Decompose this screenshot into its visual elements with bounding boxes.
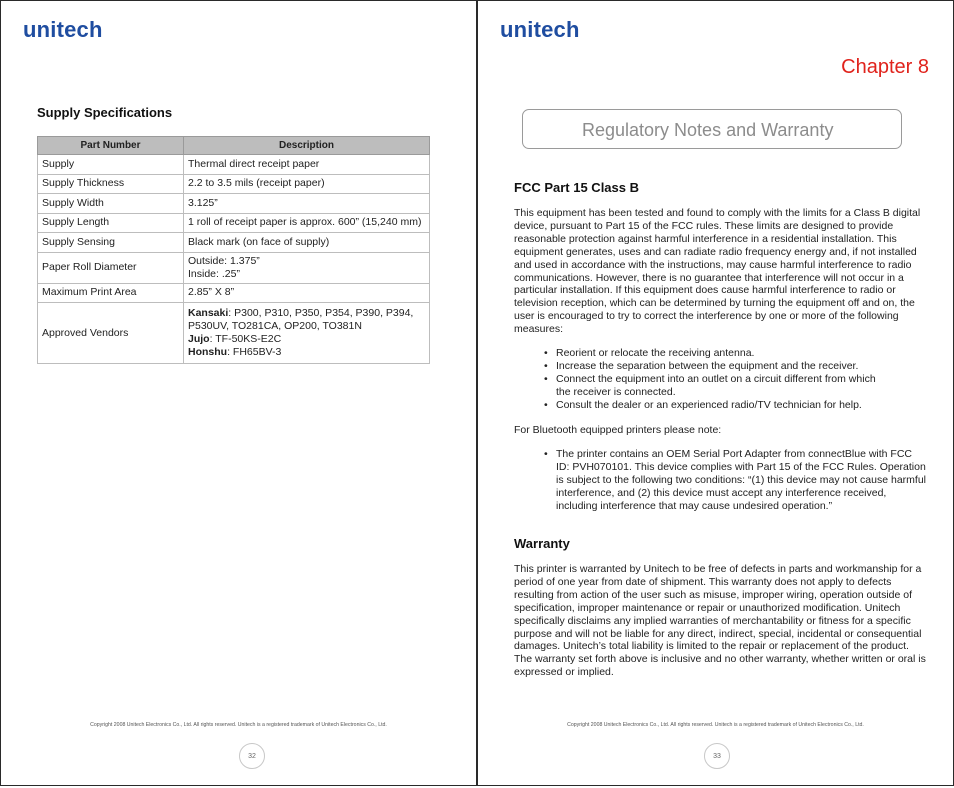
description-cell: Outside: 1.375” Inside: .25” (184, 252, 430, 283)
description-header: Description (184, 137, 430, 155)
table-row (38, 252, 430, 283)
list-item: • Increase the separation between the equipment and the receiver. (544, 360, 904, 373)
chapter-label: Chapter 8 (841, 56, 929, 78)
supply-specifications-table (37, 136, 430, 364)
honshu-text: : FH65BV-3 (227, 346, 282, 358)
copyright-footer: Copyright 2008 Unitech Electronics Co., Ltd. All rights reserved. Unitech is a registered trademark of Unitech Electronics Co., Ltd. (90, 722, 387, 728)
table-row (38, 194, 430, 214)
part-number-header: Part Number (38, 137, 184, 155)
page-number: 32 (239, 743, 265, 769)
warranty-heading: Warranty (514, 536, 570, 551)
table-row (38, 283, 430, 303)
description-cell: 3.125” (184, 194, 430, 214)
list-item: • Reorient or relocate the receiving antenna. (544, 347, 904, 360)
fcc-measures-list (544, 347, 904, 412)
unitech-logo: unitech (23, 17, 103, 42)
supply-specifications-heading: Supply Specifications (37, 105, 173, 120)
chapter-title: Regulatory Notes and Warranty (582, 120, 834, 140)
table-row (38, 174, 430, 194)
part-cell: Supply (38, 155, 184, 175)
table-row (38, 303, 430, 364)
kansaki-label: Kansaki (188, 307, 229, 319)
description-cell: 2.85” X 8” (184, 283, 430, 303)
description-cell: Black mark (on face of supply) (184, 233, 430, 253)
description-cell: Thermal direct receipt paper (184, 155, 430, 175)
table-row (38, 213, 430, 233)
table-row (38, 233, 430, 253)
bluetooth-note-list (544, 448, 928, 513)
honshu-label: Honshu (188, 346, 228, 358)
bluetooth-intro: For Bluetooth equipped printers please note: (514, 424, 722, 436)
list-item: • The printer contains an OEM Serial Port Adapter from connectBlue with FCC ID: PVH070101. This device complies with Part 15 of the FCC Rules. Operation is subject to the following two conditions: “(1) this device may not cause harmful interference, and (2) this device must accept any interference received, including interference that may cause undesired operation.” (544, 448, 928, 513)
jujo-label: Jujo (188, 333, 210, 345)
part-cell: Supply Thickness (38, 174, 184, 194)
table-row (38, 155, 430, 175)
chapter-title-box (522, 109, 902, 149)
fcc-paragraph: This equipment has been tested and found to comply with the limits for a Class B digital device, pursuant to Part 15 of the FCC rules. These limits are designed to provide reasonable protection against harmful interference in a residential installation. This equipment generates, uses and can radiate radio frequency energy and, if not installed and used in accordance with the instructions, may cause harmful interference to radio communications. However, there is no guarantee that interference will not occur in a particular installation. If this equipment does cause harmful interference to radio or television reception, which can be determined by turning the equipment off and on, the user is encouraged to try to correct the interference by one or more of the following measures: (514, 207, 921, 336)
kansaki-text: : P300, P310, P350, P354, P390, P394, P530UV, TO281CA, OP200, TO381N (188, 307, 414, 332)
description-cell: 2.2 to 3.5 mils (receipt paper) (184, 174, 430, 194)
left-page (0, 0, 477, 786)
description-cell: 1 roll of receipt paper is approx. 600” (15,240 mm) (184, 213, 430, 233)
part-cell: Supply Sensing (38, 233, 184, 253)
warranty-paragraph: This printer is warranted by Unitech to be free of defects in parts and workmanship for a period of one year from date of shipment. This warranty does not apply to defects resulting from action of the user such as misuse, improper wiring, operation outside of specification, improper maintenance or repair or unauthorized modification. Unitech specifically disclaims any implied warranties of merchantability or fitness for a specific purpose and will not be liable for any direct, indirect, special, incidental or consequential damages. Unitech’s total liability is limited to the repair or replacement of the product. The warranty set forth above is inclusive and no other warranty, whether written or oral is expressed or implied. (514, 563, 926, 679)
part-cell: Supply Length (38, 213, 184, 233)
jujo-text: : TF-50KS-E2C (209, 333, 282, 345)
part-cell: Paper Roll Diameter (38, 252, 184, 283)
list-item: • Connect the equipment into an outlet on a circuit different from which the receiver is connected. (544, 373, 904, 399)
part-cell: Maximum Print Area (38, 283, 184, 303)
part-cell: Approved Vendors (38, 303, 184, 364)
copyright-footer: Copyright 2008 Unitech Electronics Co., Ltd. All rights reserved. Unitech is a registered trademark of Unitech Electronics Co., Ltd. (567, 722, 864, 728)
page-number: 33 (704, 743, 730, 769)
list-item: • Consult the dealer or an experienced radio/TV technician for help. (544, 399, 904, 412)
vendors-cell (184, 303, 430, 364)
fcc-heading: FCC Part 15 Class B (514, 180, 639, 195)
part-cell: Supply Width (38, 194, 184, 214)
table-header-row (38, 137, 430, 155)
unitech-logo: unitech (500, 17, 580, 42)
right-page (477, 0, 954, 786)
